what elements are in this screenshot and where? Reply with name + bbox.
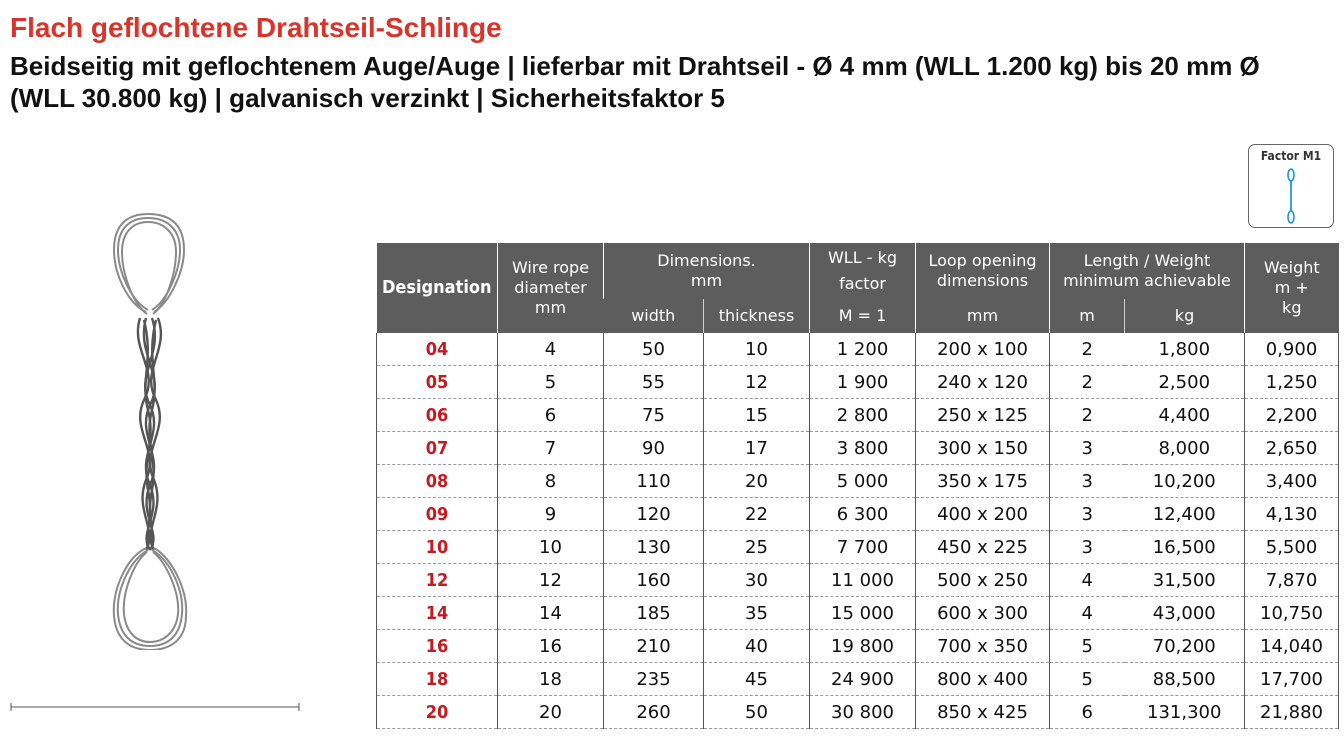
header-dimensions: Dimensions. mm xyxy=(604,243,810,299)
table-row xyxy=(377,399,1339,432)
diameter-cell: 18 xyxy=(498,663,604,696)
diameter-cell: 12 xyxy=(498,564,604,597)
designation-cell: 16 xyxy=(377,630,498,663)
loop-cell: 800 x 400 xyxy=(916,663,1050,696)
thickness-cell: 25 xyxy=(704,531,810,564)
length-m-cell: 4 xyxy=(1050,564,1125,597)
header-wire-rope-diameter: Wire rope diameter mm xyxy=(498,243,604,333)
length-m-cell: 4 xyxy=(1050,597,1125,630)
designation-cell: 10 xyxy=(377,531,498,564)
designation-cell: 07 xyxy=(377,432,498,465)
weight-cell: 1,250 xyxy=(1245,366,1339,399)
header-length-weight: Length / Weight minimum achievable xyxy=(1050,243,1245,299)
thickness-cell: 35 xyxy=(704,597,810,630)
loop-cell: 240 x 120 xyxy=(916,366,1050,399)
wll-cell: 15 000 xyxy=(810,597,916,630)
header-weight: Weight m + kg xyxy=(1245,243,1339,333)
weight-cell: 10,750 xyxy=(1245,597,1339,630)
designation-cell: 09 xyxy=(377,498,498,531)
loop-cell: 700 x 350 xyxy=(916,630,1050,663)
header-length-m: m xyxy=(1050,299,1125,333)
thickness-cell: 22 xyxy=(704,498,810,531)
wll-cell: 2 800 xyxy=(810,399,916,432)
diameter-cell: 8 xyxy=(498,465,604,498)
loop-cell: 600 x 300 xyxy=(916,597,1050,630)
scale-line xyxy=(10,702,300,712)
length-kg-cell: 70,200 xyxy=(1125,630,1245,663)
header-wll-factor: M = 1 xyxy=(810,299,916,333)
table-row xyxy=(377,696,1339,729)
loop-cell: 450 x 225 xyxy=(916,531,1050,564)
length-m-cell: 2 xyxy=(1050,366,1125,399)
width-cell: 110 xyxy=(604,465,704,498)
factor-badge xyxy=(1248,144,1334,228)
designation-cell: 05 xyxy=(377,366,498,399)
length-kg-cell: 8,000 xyxy=(1125,432,1245,465)
diameter-cell: 20 xyxy=(498,696,604,729)
length-kg-cell: 43,000 xyxy=(1125,597,1245,630)
table-row xyxy=(377,465,1339,498)
thickness-cell: 50 xyxy=(704,696,810,729)
header-width: width xyxy=(604,299,704,333)
width-cell: 235 xyxy=(604,663,704,696)
designation-cell: 20 xyxy=(377,696,498,729)
length-kg-cell: 131,300 xyxy=(1125,696,1245,729)
designation-cell: 18 xyxy=(377,663,498,696)
width-cell: 90 xyxy=(604,432,704,465)
length-m-cell: 3 xyxy=(1050,498,1125,531)
header-wll: WLL - kg factor xyxy=(810,243,916,299)
diameter-cell: 4 xyxy=(498,333,604,366)
width-cell: 185 xyxy=(604,597,704,630)
diameter-cell: 7 xyxy=(498,432,604,465)
diameter-cell: 10 xyxy=(498,531,604,564)
length-kg-cell: 10,200 xyxy=(1125,465,1245,498)
length-m-cell: 3 xyxy=(1050,531,1125,564)
table-row xyxy=(377,432,1339,465)
loop-cell: 400 x 200 xyxy=(916,498,1050,531)
diameter-cell: 6 xyxy=(498,399,604,432)
width-cell: 260 xyxy=(604,696,704,729)
wll-cell: 30 800 xyxy=(810,696,916,729)
diameter-cell: 5 xyxy=(498,366,604,399)
table-row xyxy=(377,333,1339,366)
page-title: Flach geflochtene Drahtseil-Schlinge xyxy=(10,12,502,43)
wll-cell: 24 900 xyxy=(810,663,916,696)
table-row xyxy=(377,366,1339,399)
width-cell: 55 xyxy=(604,366,704,399)
width-cell: 130 xyxy=(604,531,704,564)
length-kg-cell: 88,500 xyxy=(1125,663,1245,696)
designation-cell: 12 xyxy=(377,564,498,597)
wll-cell: 6 300 xyxy=(810,498,916,531)
length-m-cell: 3 xyxy=(1050,432,1125,465)
thickness-cell: 12 xyxy=(704,366,810,399)
wll-cell: 7 700 xyxy=(810,531,916,564)
designation-cell: 14 xyxy=(377,597,498,630)
width-cell: 210 xyxy=(604,630,704,663)
loop-cell: 250 x 125 xyxy=(916,399,1050,432)
designation-cell: 04 xyxy=(377,333,498,366)
width-cell: 50 xyxy=(604,333,704,366)
table-body xyxy=(377,333,1339,729)
wll-cell: 1 200 xyxy=(810,333,916,366)
thickness-cell: 40 xyxy=(704,630,810,663)
diameter-cell: 16 xyxy=(498,630,604,663)
weight-cell: 14,040 xyxy=(1245,630,1339,663)
thickness-cell: 30 xyxy=(704,564,810,597)
loop-cell: 300 x 150 xyxy=(916,432,1050,465)
table-row xyxy=(377,531,1339,564)
designation-cell: 06 xyxy=(377,399,498,432)
length-kg-cell: 12,400 xyxy=(1125,498,1245,531)
loop-cell: 500 x 250 xyxy=(916,564,1050,597)
width-cell: 120 xyxy=(604,498,704,531)
diameter-cell: 9 xyxy=(498,498,604,531)
length-m-cell: 2 xyxy=(1050,333,1125,366)
wll-cell: 11 000 xyxy=(810,564,916,597)
thickness-cell: 10 xyxy=(704,333,810,366)
thickness-cell: 20 xyxy=(704,465,810,498)
page-subtitle: Beidseitig mit geflochtenem Auge/Auge | lieferbar mit Drahtseil - Ø 4 mm (WLL 1.200 kg) bis 20 mm Ø (WLL 30.800 kg) | galvanisch verzinkt | Sicherheitsfaktor 5 xyxy=(10,51,1260,113)
weight-cell: 5,500 xyxy=(1245,531,1339,564)
weight-cell: 0,900 xyxy=(1245,333,1339,366)
header-thickness: thickness xyxy=(704,299,810,333)
wire-rope-sling-image xyxy=(100,210,200,650)
weight-cell: 2,200 xyxy=(1245,399,1339,432)
length-kg-cell: 4,400 xyxy=(1125,399,1245,432)
sling-icon xyxy=(1279,167,1303,225)
width-cell: 75 xyxy=(604,399,704,432)
length-kg-cell: 2,500 xyxy=(1125,366,1245,399)
length-m-cell: 5 xyxy=(1050,630,1125,663)
specification-table xyxy=(376,243,1339,729)
length-kg-cell: 16,500 xyxy=(1125,531,1245,564)
header-length-kg: kg xyxy=(1125,299,1245,333)
designation-cell: 08 xyxy=(377,465,498,498)
loop-cell: 350 x 175 xyxy=(916,465,1050,498)
loop-cell: 200 x 100 xyxy=(916,333,1050,366)
length-m-cell: 3 xyxy=(1050,465,1125,498)
thickness-cell: 45 xyxy=(704,663,810,696)
length-m-cell: 6 xyxy=(1050,696,1125,729)
length-m-cell: 2 xyxy=(1050,399,1125,432)
length-kg-cell: 31,500 xyxy=(1125,564,1245,597)
factor-badge-label: Factor M1 xyxy=(1260,149,1322,163)
width-cell: 160 xyxy=(604,564,704,597)
header-loop-opening: Loop opening dimensions xyxy=(916,243,1050,299)
table-row xyxy=(377,498,1339,531)
length-kg-cell: 1,800 xyxy=(1125,333,1245,366)
weight-cell: 21,880 xyxy=(1245,696,1339,729)
weight-cell: 4,130 xyxy=(1245,498,1339,531)
table-row xyxy=(377,597,1339,630)
wll-cell: 1 900 xyxy=(810,366,916,399)
thickness-cell: 15 xyxy=(704,399,810,432)
thickness-cell: 17 xyxy=(704,432,810,465)
length-m-cell: 5 xyxy=(1050,663,1125,696)
wll-cell: 5 000 xyxy=(810,465,916,498)
weight-cell: 2,650 xyxy=(1245,432,1339,465)
wll-cell: 19 800 xyxy=(810,630,916,663)
header-designation: Designation xyxy=(377,243,498,333)
weight-cell: 7,870 xyxy=(1245,564,1339,597)
weight-cell: 3,400 xyxy=(1245,465,1339,498)
table-row xyxy=(377,564,1339,597)
loop-cell: 850 x 425 xyxy=(916,696,1050,729)
header-loop-unit: mm xyxy=(916,299,1050,333)
table-row xyxy=(377,663,1339,696)
wll-cell: 3 800 xyxy=(810,432,916,465)
weight-cell: 17,700 xyxy=(1245,663,1339,696)
table-row xyxy=(377,630,1339,663)
diameter-cell: 14 xyxy=(498,597,604,630)
